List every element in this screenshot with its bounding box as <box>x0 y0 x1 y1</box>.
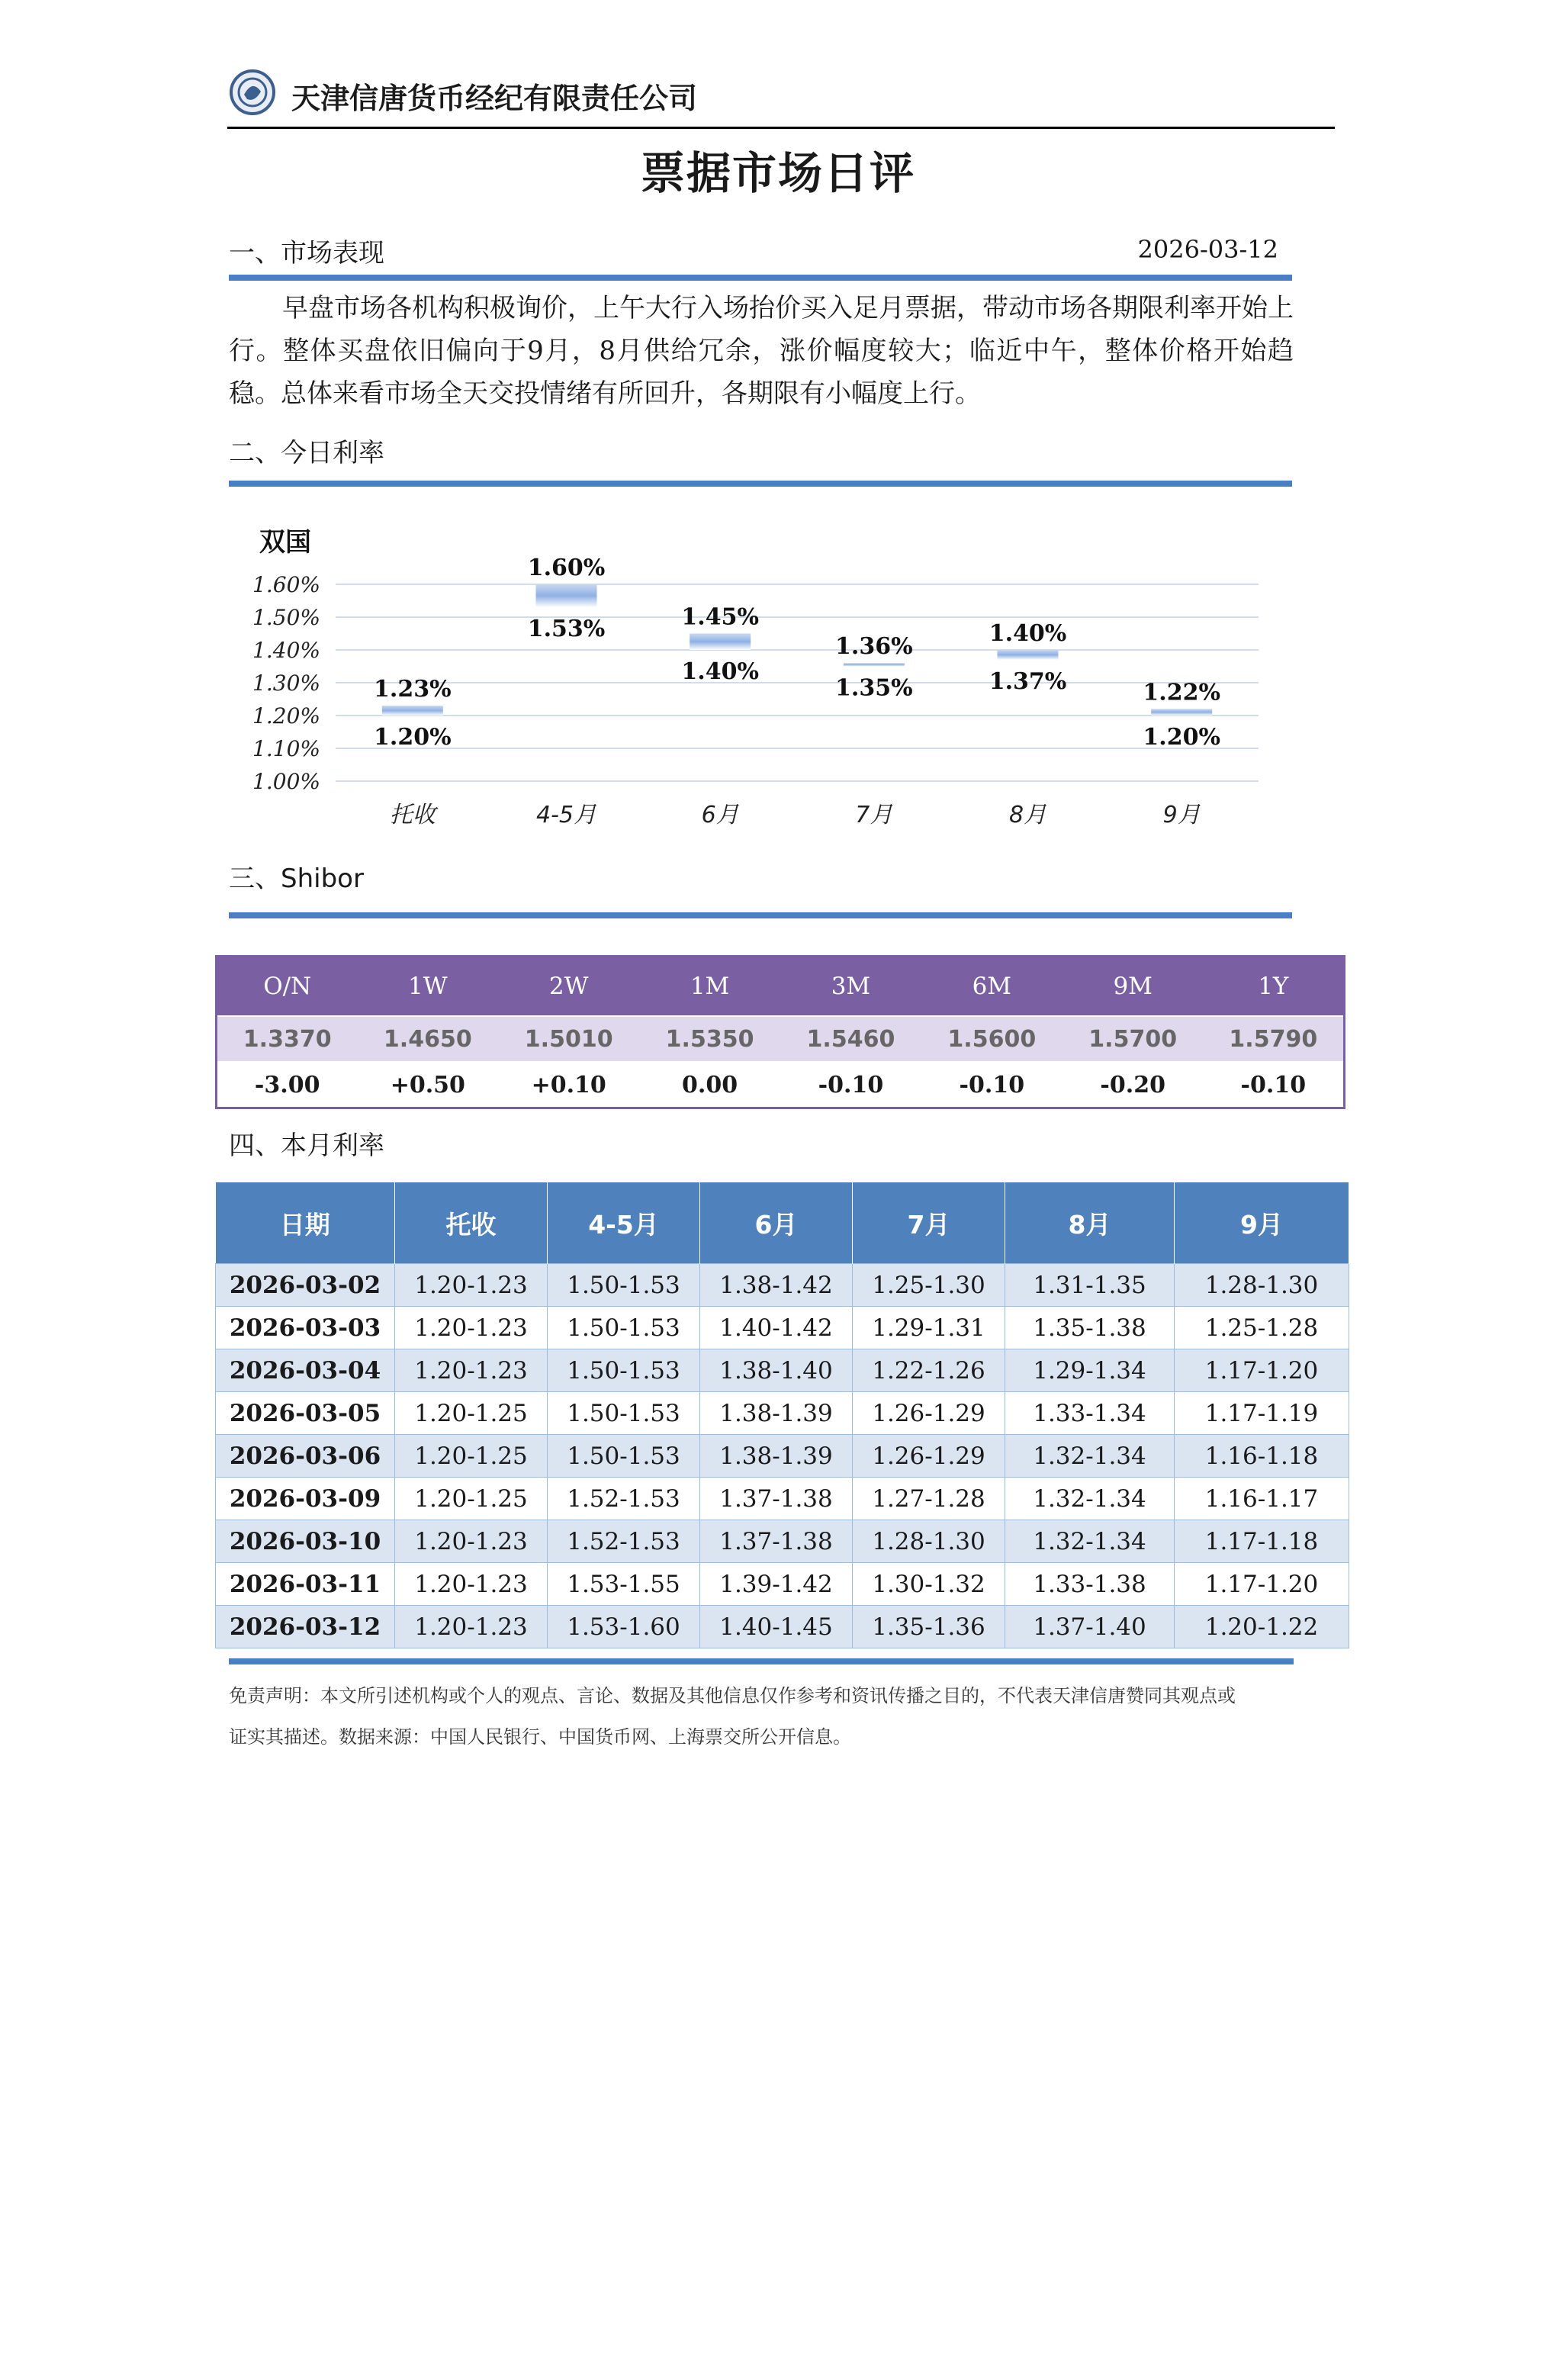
header-divider <box>227 127 1335 129</box>
rate-range-cell: 1.50-1.53 <box>548 1264 700 1307</box>
x-tick-label: 6月 <box>701 802 739 828</box>
rate-range-cell: 1.29-1.34 <box>1005 1349 1175 1392</box>
month-header: 4-5月 <box>548 1182 700 1264</box>
month-header: 日期 <box>216 1182 395 1264</box>
rate-range-cell: 1.17-1.19 <box>1175 1392 1349 1435</box>
x-tick-label: 8月 <box>1008 802 1047 828</box>
table-row <box>216 1392 1349 1435</box>
rate-range-cell: 1.20-1.22 <box>1175 1606 1349 1648</box>
table-row <box>216 1435 1349 1478</box>
shibor-value: 1.5600 <box>921 1016 1063 1062</box>
high-rate-label: 1.36% <box>835 633 913 661</box>
rate-range-cell: 1.20-1.25 <box>395 1478 548 1520</box>
rate-range-cell: 1.20-1.23 <box>395 1520 548 1563</box>
shibor-change: -3.00 <box>217 1062 358 1108</box>
shibor-header: 6M <box>921 957 1063 1017</box>
month-header-row <box>216 1182 1349 1264</box>
rate-range-cell: 1.17-1.20 <box>1175 1563 1349 1606</box>
shibor-value: 1.5700 <box>1063 1016 1204 1062</box>
shibor-header: 1Y <box>1204 957 1345 1017</box>
low-rate-label: 1.35% <box>835 674 913 702</box>
rate-range-cell: 1.35-1.36 <box>853 1606 1005 1648</box>
shibor-header: 9M <box>1063 957 1204 1017</box>
month-header: 7月 <box>853 1182 1005 1264</box>
shibor-value: 1.5790 <box>1204 1016 1345 1062</box>
shibor-change: -0.10 <box>921 1062 1063 1108</box>
y-tick-label: 1.30% <box>252 671 320 696</box>
rate-range-cell: 1.40-1.42 <box>700 1307 853 1349</box>
rate-range-cell: 1.20-1.23 <box>395 1307 548 1349</box>
low-rate-label: 1.20% <box>374 724 452 751</box>
market-paragraph: 早盘市场各机构积极询价，上午大行入场抬价买入足月票据，带动市场各期限利率开始上行。整体买盘依旧偏向于9月，8月供给冗余，涨价幅度较大；临近中午，整体价格开始趋稳。总体来看市场全天交投情绪有所回升，各期限有小幅度上行。 <box>229 293 1294 409</box>
shibor-change: -0.10 <box>780 1062 921 1108</box>
rate-range-bar <box>536 584 597 607</box>
rate-range-cell: 1.16-1.17 <box>1175 1478 1349 1520</box>
y-tick-label: 1.00% <box>252 769 320 794</box>
table-row <box>216 1478 1349 1520</box>
table-row <box>216 1606 1349 1648</box>
rate-range-cell: 1.39-1.42 <box>700 1563 853 1606</box>
y-tick-label: 1.40% <box>252 638 320 663</box>
rate-range-cell: 1.38-1.42 <box>700 1264 853 1307</box>
shibor-value: 1.5460 <box>780 1016 921 1062</box>
chart-title: 双国 <box>259 528 311 557</box>
high-rate-label: 1.23% <box>374 676 452 703</box>
rate-range-cell: 1.20-1.23 <box>395 1563 548 1606</box>
row-date: 2026-03-02 <box>216 1264 395 1307</box>
rate-range-cell: 1.38-1.39 <box>700 1392 853 1435</box>
rate-range-cell: 1.50-1.53 <box>548 1307 700 1349</box>
shibor-header-row <box>217 957 1345 1017</box>
rate-range-cell: 1.40-1.45 <box>700 1606 853 1648</box>
rate-range-cell: 1.22-1.26 <box>853 1349 1005 1392</box>
rate-range-cell: 1.20-1.25 <box>395 1392 548 1435</box>
rate-range-cell: 1.31-1.35 <box>1005 1264 1175 1307</box>
rate-range-cell: 1.50-1.53 <box>548 1349 700 1392</box>
company-seal-icon <box>229 69 276 116</box>
month-header: 托收 <box>395 1182 548 1264</box>
shibor-header: 1M <box>639 957 780 1017</box>
rate-range-cell: 1.28-1.30 <box>1175 1264 1349 1307</box>
page-title: 票据市场日评 <box>640 147 915 199</box>
rate-range-cell: 1.32-1.34 <box>1005 1520 1175 1563</box>
month-header: 9月 <box>1175 1182 1349 1264</box>
rate-range-cell: 1.30-1.32 <box>853 1563 1005 1606</box>
rate-range-cell: 1.32-1.34 <box>1005 1435 1175 1478</box>
rate-range-cell: 1.25-1.28 <box>1175 1307 1349 1349</box>
rate-range-cell: 1.26-1.29 <box>853 1392 1005 1435</box>
shibor-value: 1.3370 <box>217 1016 358 1062</box>
rate-range-cell: 1.33-1.38 <box>1005 1563 1175 1606</box>
rate-range-cell: 1.52-1.53 <box>548 1478 700 1520</box>
report-date: 2026-03-12 <box>1137 235 1278 264</box>
table-row <box>216 1264 1349 1307</box>
page-header <box>227 67 1335 131</box>
rate-range-cell: 1.20-1.25 <box>395 1435 548 1478</box>
disclaimer-line: 证实其描述。数据来源：中国人民银行、中国货币网、上海票交所公开信息。 <box>229 1726 851 1748</box>
high-rate-label: 1.22% <box>1143 679 1220 706</box>
month-header: 6月 <box>700 1182 853 1264</box>
section-shibor-title: 三、Shibor <box>229 864 364 894</box>
rate-range-cell: 1.17-1.20 <box>1175 1349 1349 1392</box>
rate-range-cell: 1.53-1.60 <box>548 1606 700 1648</box>
y-tick-label: 1.20% <box>252 703 320 728</box>
high-rate-label: 1.60% <box>527 555 606 581</box>
shibor-value: 1.4650 <box>357 1016 498 1062</box>
rate-range-cell: 1.52-1.53 <box>548 1520 700 1563</box>
x-tick-label: 7月 <box>855 802 893 828</box>
table-row <box>216 1349 1349 1392</box>
rate-range-cell: 1.20-1.23 <box>395 1264 548 1307</box>
rate-range-cell: 1.17-1.18 <box>1175 1520 1349 1563</box>
rate-range-bar <box>1151 709 1212 716</box>
rate-range-cell: 1.37-1.40 <box>1005 1606 1175 1648</box>
row-date: 2026-03-06 <box>216 1435 395 1478</box>
row-date: 2026-03-03 <box>216 1307 395 1349</box>
rate-range-cell: 1.50-1.53 <box>548 1435 700 1478</box>
rate-range-cell: 1.20-1.23 <box>395 1349 548 1392</box>
disclaimer-line: 免责声明：本文所引述机构或个人的观点、言论、数据及其他信息仅作参考和资讯传播之目的，不代表天津信唐赞同其观点或 <box>229 1685 1236 1706</box>
low-rate-label: 1.20% <box>1143 724 1220 751</box>
row-date: 2026-03-11 <box>216 1563 395 1606</box>
month-header: 8月 <box>1005 1182 1175 1264</box>
rate-range-bar <box>844 663 905 666</box>
rate-range-cell: 1.32-1.34 <box>1005 1478 1175 1520</box>
shibor-header: 2W <box>498 957 639 1017</box>
rate-range-cell: 1.29-1.31 <box>853 1307 1005 1349</box>
rate-range-cell: 1.33-1.34 <box>1005 1392 1175 1435</box>
x-tick-label: 托收 <box>389 802 436 828</box>
rate-range-cell: 1.20-1.23 <box>395 1606 548 1648</box>
rate-range-cell: 1.38-1.40 <box>700 1349 853 1392</box>
section-market-title: 一、市场表现 <box>229 238 384 269</box>
x-tick-label: 9月 <box>1162 802 1201 828</box>
rate-range-bar <box>998 650 1059 660</box>
disclaimer <box>229 1675 1312 1758</box>
table-row <box>216 1563 1349 1606</box>
rate-range-cell: 1.28-1.30 <box>853 1520 1005 1563</box>
section-today-title: 二、今日利率 <box>229 438 384 468</box>
rate-range-bar <box>382 706 443 716</box>
rate-range-cell: 1.27-1.28 <box>853 1478 1005 1520</box>
low-rate-label: 1.40% <box>681 658 759 685</box>
table-row <box>216 1307 1349 1349</box>
month-rate-table <box>215 1182 1349 1648</box>
section-month-title: 四、本月利率 <box>229 1130 384 1161</box>
row-date: 2026-03-05 <box>216 1392 395 1435</box>
table-row <box>216 1520 1349 1563</box>
y-tick-label: 1.50% <box>252 605 320 630</box>
x-tick-label: 4-5月 <box>536 802 596 828</box>
today-rate-chart <box>229 519 1292 839</box>
row-date: 2026-03-09 <box>216 1478 395 1520</box>
row-date: 2026-03-10 <box>216 1520 395 1563</box>
shibor-value: 1.5350 <box>639 1016 780 1062</box>
row-date: 2026-03-04 <box>216 1349 395 1392</box>
shibor-change: 0.00 <box>639 1062 780 1108</box>
rate-range-cell: 1.26-1.29 <box>853 1435 1005 1478</box>
shibor-header: 1W <box>357 957 498 1017</box>
rate-range-cell: 1.53-1.55 <box>548 1563 700 1606</box>
footer-divider <box>229 1658 1294 1664</box>
shibor-change: -0.20 <box>1063 1062 1204 1108</box>
rate-range-cell: 1.37-1.38 <box>700 1478 853 1520</box>
shibor-value: 1.5010 <box>498 1016 639 1062</box>
row-date: 2026-03-12 <box>216 1606 395 1648</box>
y-tick-label: 1.60% <box>252 572 320 597</box>
shibor-header: 3M <box>780 957 921 1017</box>
shibor-change: -0.10 <box>1204 1062 1345 1108</box>
section-divider <box>229 912 1292 918</box>
rate-range-bar <box>690 634 751 651</box>
rate-range-cell: 1.25-1.30 <box>853 1264 1005 1307</box>
high-rate-label: 1.45% <box>681 603 759 631</box>
rate-range-cell: 1.50-1.53 <box>548 1392 700 1435</box>
rate-range-cell: 1.16-1.18 <box>1175 1435 1349 1478</box>
section-divider <box>229 275 1292 281</box>
low-rate-label: 1.53% <box>527 616 606 643</box>
shibor-value-row <box>217 1016 1345 1062</box>
low-rate-label: 1.37% <box>989 667 1067 695</box>
shibor-change: +0.10 <box>498 1062 639 1108</box>
company-name: 天津信唐货币经纪有限责任公司 <box>291 82 698 115</box>
rate-range-cell: 1.35-1.38 <box>1005 1307 1175 1349</box>
shibor-table <box>215 955 1345 1109</box>
shibor-header: O/N <box>217 957 358 1017</box>
shibor-change-row <box>217 1062 1345 1108</box>
rate-range-cell: 1.37-1.38 <box>700 1520 853 1563</box>
shibor-change: +0.50 <box>357 1062 498 1108</box>
section-divider <box>229 481 1292 487</box>
y-tick-label: 1.10% <box>252 736 320 761</box>
rate-range-cell: 1.38-1.39 <box>700 1435 853 1478</box>
high-rate-label: 1.40% <box>989 620 1067 647</box>
